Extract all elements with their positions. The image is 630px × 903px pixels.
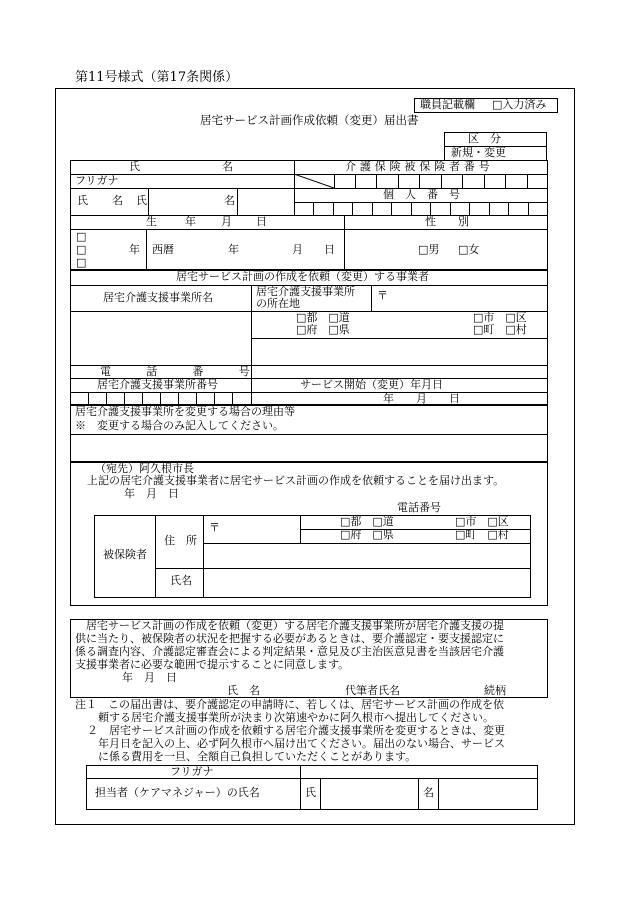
row-line — [70, 215, 548, 216]
era-checkbox[interactable]: □ — [76, 230, 87, 243]
postal-mark: 〒 — [377, 289, 388, 302]
relation-label: 続柄 — [484, 684, 506, 697]
consent-line: 居宅サービス計画の作成を依頼（変更）する居宅介護支援事業所が居宅介護支援の提 — [86, 619, 504, 632]
digit-cell[interactable] — [106, 392, 107, 405]
category-header: 区 分 — [468, 132, 501, 145]
seireki-label: 西暦 — [152, 243, 174, 256]
address-label: 住 所 — [164, 534, 197, 547]
col-line — [300, 765, 301, 810]
digit-cell[interactable] — [142, 392, 143, 405]
digit-cell[interactable] — [441, 174, 442, 188]
declaration-date[interactable]: 年 月 日 — [124, 487, 179, 500]
male-checkbox[interactable]: □男 — [418, 243, 440, 256]
postal-mark: 〒 — [209, 521, 220, 534]
col-line — [148, 188, 149, 215]
digit-cell[interactable] — [528, 202, 529, 215]
row-line — [86, 778, 538, 779]
note-2: 年月日を記入の上、必ず阿久根市へ届け出てください。届出のない場合、サービス — [98, 737, 505, 750]
city-checkboxes[interactable]: □市 □区 — [473, 311, 527, 324]
col-line — [237, 188, 238, 215]
office-location-label: の所在地 — [256, 297, 300, 310]
digit-cell[interactable] — [527, 174, 528, 188]
office-location-label: 居宅介護支援事業所 — [256, 285, 355, 298]
row-line — [70, 229, 548, 230]
pref-checkboxes[interactable]: □都 □道 — [340, 515, 394, 528]
consent-name-label: 氏 名 — [227, 684, 260, 697]
col-line — [344, 215, 345, 270]
form-number: 第11号様式（第17条関係） — [75, 70, 239, 85]
provider-header: 居宅サービス計画の作成を依頼（変更）する事業者 — [176, 270, 429, 283]
dob-sei: 生 — [146, 215, 157, 228]
digit-cell[interactable] — [355, 174, 356, 188]
row-line — [251, 338, 548, 339]
digit-cell[interactable] — [313, 202, 314, 215]
era-checkbox[interactable]: □ — [76, 243, 87, 256]
day-label: 日 — [324, 243, 335, 256]
digit-cell[interactable] — [462, 174, 463, 188]
col-line — [371, 285, 372, 311]
gender-label: 性 別 — [425, 215, 469, 228]
city-checkboxes[interactable]: □市 □区 — [455, 515, 509, 528]
col-line — [146, 229, 147, 270]
na-label: 名 — [112, 194, 123, 207]
shi-label: 氏 — [77, 194, 88, 207]
addressee: （宛先）阿久根市長 — [95, 462, 194, 475]
row-line — [203, 543, 531, 544]
service-start-date[interactable]: 年 月 日 — [383, 392, 460, 405]
care-manager-label: 担当者（ケアマネジャー）の氏名 — [95, 786, 260, 799]
note-2: ２ 居宅サービス計画の作成を依頼する居宅介護支援事業所を変更するときは、変更 — [87, 724, 505, 737]
phone-number-label: 電話番号 — [397, 501, 441, 514]
digit-cell[interactable] — [484, 174, 485, 188]
digit-cell[interactable] — [489, 202, 490, 215]
digit-cell[interactable] — [391, 202, 392, 215]
digit-cell[interactable] — [232, 392, 233, 405]
diagonal-slash — [294, 174, 334, 188]
cm-furigana-label: フリガナ — [170, 765, 214, 778]
col-line — [320, 778, 321, 810]
row-line — [70, 392, 251, 393]
consent-line: 供に当たり、被保険者の状況を把握する必要があるときは、要介護認定・要支援認定に — [75, 632, 504, 645]
form-title: 居宅サービス計画作成依頼（変更）届出書 — [200, 113, 419, 127]
digit-cell[interactable] — [178, 392, 179, 405]
mei-small-label: 名 — [224, 194, 235, 207]
consent-date[interactable]: 年 月 日 — [122, 671, 177, 684]
service-start-label: サービス開始（変更）年月日 — [300, 378, 443, 391]
col-line — [438, 778, 439, 810]
office-number-label: 居宅介護支援事業所番号 — [97, 378, 218, 391]
reason-note: ※ 変更する場合のみ記入してください。 — [75, 419, 284, 432]
year-label: 年 — [228, 243, 239, 256]
digit-cell[interactable] — [430, 202, 431, 215]
col-line — [418, 778, 419, 810]
consent-line: 係る調査内容、介護認定審査会による判定結果・意見及び主治医意見書を当該居宅介護 — [75, 645, 504, 658]
digit-cell[interactable] — [469, 202, 470, 215]
office-name-label: 居宅介護支援事業所名 — [103, 291, 213, 304]
dob-nichi: 日 — [256, 215, 267, 228]
shimei-label-2: 名 — [222, 160, 233, 173]
female-checkbox[interactable]: □女 — [458, 243, 480, 256]
digit-cell[interactable] — [88, 392, 89, 405]
col-line — [251, 285, 252, 405]
city-checkboxes[interactable]: □町 □村 — [473, 323, 527, 336]
phone-label: 電 話 番 号 — [100, 365, 262, 378]
furigana-label: フリガナ — [75, 174, 119, 187]
row-line — [155, 568, 531, 569]
row-line — [70, 434, 548, 435]
insured-number-label: 介護保険被保険者番号 — [345, 160, 494, 173]
declaration-statement: 上記の居宅介護支援事業者に居宅サービス計画の作成を依頼することを届け出ます。 — [87, 474, 505, 487]
digit-cell[interactable] — [505, 174, 506, 188]
digit-cell[interactable] — [450, 202, 451, 215]
col-line — [155, 515, 156, 598]
insured-label: 被保険者 — [103, 548, 147, 561]
note-1: 注１ この届出書は、要介護認定の申請時に、若しくは、居宅サービス計画の作成を依 — [75, 698, 504, 711]
year-unit: 年 — [129, 243, 140, 256]
col-line — [300, 515, 301, 543]
personal-number-label: 個 人 番 号 — [383, 188, 460, 201]
digit-cell[interactable] — [196, 392, 197, 405]
shi-small-label: 氏 — [136, 194, 147, 207]
reason-label: 居宅介護支援事業所を変更する場合の理由等 — [75, 405, 295, 418]
pref-checkboxes[interactable]: □府 □県 — [340, 528, 394, 541]
shimei-label-1: 氏 — [129, 160, 140, 173]
month-label: 月 — [292, 243, 303, 256]
digit-cell[interactable] — [352, 202, 353, 215]
proxy-name-label: 代筆者氏名 — [345, 684, 400, 697]
category-value[interactable]: 新規・変更 — [451, 146, 506, 159]
digit-cell[interactable] — [398, 174, 399, 188]
digit-cell[interactable] — [214, 392, 215, 405]
consent-line: 支援事業者に必要な範囲で提示することに同意します。 — [75, 658, 350, 671]
pref-checkboxes[interactable]: □府 □県 — [296, 323, 350, 336]
insured-name-label: 氏名 — [170, 574, 192, 587]
era-checkbox[interactable]: □ — [76, 256, 87, 269]
input-done-checkbox[interactable]: □入力済み — [492, 98, 547, 111]
dob-gatsu: 月 — [221, 215, 232, 228]
digit-cell[interactable] — [411, 202, 412, 215]
digit-cell[interactable] — [508, 202, 509, 215]
note-2: に係る費用を一旦、全額自己負担していただくことがあります。 — [98, 750, 417, 763]
cm-shi-label: 氏 — [305, 786, 316, 799]
col-line — [203, 515, 204, 598]
pref-checkboxes[interactable]: □都 □道 — [296, 311, 350, 324]
city-checkboxes[interactable]: □町 □村 — [455, 528, 509, 541]
dob-nen: 年 — [185, 215, 196, 228]
digit-cell[interactable] — [372, 202, 373, 215]
digit-cell[interactable] — [419, 174, 420, 188]
digit-cell[interactable] — [160, 392, 161, 405]
digit-cell[interactable] — [334, 174, 335, 188]
cm-mei-label: 名 — [423, 786, 434, 799]
digit-cell[interactable] — [376, 174, 377, 188]
note-1: 頼する居宅介護支援事業所が決まり次第速やかに阿久根市へ提出してください。 — [98, 711, 494, 724]
digit-cell[interactable] — [124, 392, 125, 405]
digit-cell[interactable] — [333, 202, 334, 215]
row-line — [70, 188, 548, 189]
office-use-label: 職員記載欄 — [420, 98, 475, 111]
